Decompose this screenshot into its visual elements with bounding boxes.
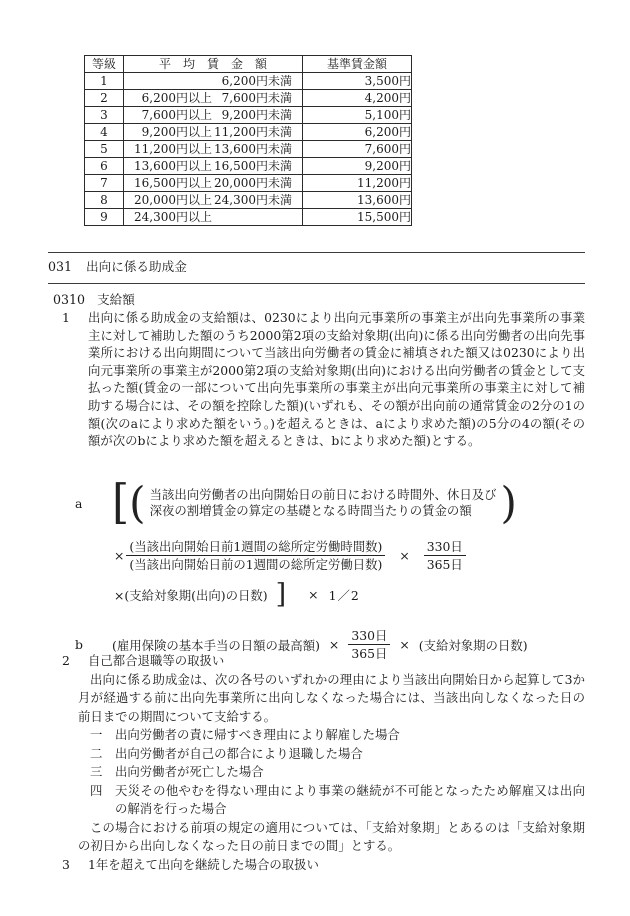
formula-a-line1 — [62, 475, 602, 530]
header-grade: 等級 — [85, 56, 124, 73]
base-wage-cell: 7,600円 — [303, 141, 412, 158]
paragraph-number: 3 — [62, 856, 70, 872]
one-half: 1／2 — [328, 587, 360, 603]
list-item-text: 天災その他やむを得ない理由により事業の継続が不可能となったため解雇又は出向の解消を行った場合 — [115, 782, 585, 816]
formula-b-left-term: (雇用保険の基本手当の日額の最高額) — [112, 637, 320, 653]
grade-cell: 3 — [85, 107, 124, 124]
table-row — [85, 192, 412, 209]
section-number: 0310 — [53, 292, 86, 307]
header-average-wage: 平 均 賃 金 額 — [124, 56, 303, 73]
range-lower: 6,200円以上 — [141, 91, 212, 105]
list-item — [90, 745, 585, 764]
multiply-sign: × — [114, 548, 125, 563]
grade-cell: 5 — [85, 141, 124, 158]
section-2-body: 出向に係る助成金は、次の各号のいずれかの理由により当該出向開始日から起算して3か月が経過する前に出向先事業所に出向しなくなった場合には、当該出向しなくなった日の前日までの期間について支給する。 — [78, 671, 585, 724]
range-upper: 11,200円未満 — [214, 125, 292, 139]
formula-a-box-line2: 深夜の割増賃金の算定の基礎となる時間当たりの賃金の額 — [149, 503, 472, 518]
fraction-denominator: 365日 — [426, 557, 463, 572]
range-upper: 6,200円未満 — [221, 74, 292, 88]
grade-cell: 6 — [85, 158, 124, 175]
section-number: 031 — [48, 259, 73, 274]
list-item-text: 出向労働者が自己の都合により退職した場合 — [115, 745, 363, 761]
range-upper — [212, 210, 302, 224]
range-upper: 24,300円未満 — [214, 193, 292, 207]
range-lower: 11,200円以上 — [134, 142, 212, 156]
range-lower: 20,000円以上 — [134, 193, 212, 207]
fraction-denominator: (当該出向開始日前の1週間の総所定労働日数) — [129, 557, 383, 572]
list-item-text: 出向労働者が死亡した場合 — [115, 764, 264, 779]
wage-grade-table — [84, 55, 412, 226]
range-upper: 20,000円未満 — [214, 176, 292, 190]
base-wage-cell: 4,200円 — [303, 90, 412, 107]
formula-a-box — [146, 487, 501, 519]
formula-b-label: b — [75, 637, 83, 652]
formula-b-right-term: (支給対象期の日数) — [418, 637, 528, 653]
formula-a-days-term: ×(支給対象期(出向)の日数) — [114, 587, 268, 603]
square-bracket-close: ] — [275, 579, 287, 610]
paragraph-number: 1 — [62, 310, 70, 325]
divider-line — [48, 283, 585, 284]
grade-cell: 7 — [85, 175, 124, 192]
base-wage-cell: 3,500円 — [303, 73, 412, 90]
list-marker: 一 — [90, 727, 103, 742]
table-row — [85, 209, 412, 226]
multiply-sign: × — [308, 587, 319, 602]
section-031-heading — [48, 259, 187, 275]
list-item-text: 出向労働者の責に帰すべき理由により解雇した場合 — [115, 727, 400, 742]
range-lower: 16,500円以上 — [134, 176, 212, 190]
grade-cell: 9 — [85, 209, 124, 226]
table-row — [85, 107, 412, 124]
table-row — [85, 73, 412, 90]
section-3-heading — [62, 856, 585, 875]
base-wage-cell: 15,500円 — [303, 209, 412, 226]
multiply-sign: × — [399, 637, 410, 652]
grade-cell: 2 — [85, 90, 124, 107]
divider-line — [48, 252, 585, 253]
section-2-heading — [62, 652, 585, 671]
range-upper: 7,600円未満 — [221, 91, 292, 105]
fraction-numerator: 330日 — [424, 539, 466, 556]
range-upper: 16,500円未満 — [214, 159, 292, 173]
fraction-numerator: (当該出向開始日前1週間の総所定労働時間数) — [126, 539, 385, 556]
grade-cell: 8 — [85, 192, 124, 209]
section-title: 支給額 — [97, 292, 135, 307]
range-lower: 24,300円以上 — [134, 210, 212, 224]
formula-a-label: a — [75, 495, 83, 511]
base-wage-cell: 11,200円 — [303, 175, 412, 192]
table-header-row — [85, 56, 412, 73]
list-marker: 四 — [90, 782, 103, 798]
multiply-sign: × — [399, 548, 410, 563]
base-wage-cell: 5,100円 — [303, 107, 412, 124]
fraction-denominator: 365日 — [351, 646, 388, 661]
table-row — [85, 124, 412, 141]
list-item — [90, 782, 585, 819]
range-lower: 9,200円以上 — [141, 125, 212, 139]
paragraph-number: 2 — [62, 653, 70, 668]
range-lower: 13,600円以上 — [134, 159, 212, 173]
range-upper: 9,200円未満 — [221, 108, 292, 122]
paragraph-1 — [62, 309, 585, 450]
table-row — [85, 141, 412, 158]
multiply-sign: × — [328, 637, 340, 652]
paragraph-text: 出向に係る助成金の支給額は、0230により出向元事業所の事業主が出向先事業所の事業主に対して補助した額のうち2000第2項の支給対象期(出向)に係る出向労働者の出向先事業所における出向期間について当該出向労働者の賃金に補填された額又は0230により出向元事業所の事業主が2000第2項の支給対象期(出向)における出向労働者の賃金として支払った額(賃金の一部について出向先事業所の事業主が出向元事業所の事業主に対して補助する場合には、その額を控除した額)(いずれも、その額が出向前の通常賃金の2分の1の額(次のaにより求めた額をいう。)を超えるときは、aにより求めた額)の5分の4の額(その額が次のbにより求めた額を超えるときは、bにより求めた額)とする。 — [88, 310, 585, 449]
formula-block — [62, 475, 602, 661]
header-base-wage: 基準賃金額 — [303, 56, 412, 73]
fraction-hours-days — [126, 539, 385, 572]
paren-open: ( — [129, 477, 146, 528]
range-lower: 7,600円以上 — [141, 108, 212, 122]
table-row — [85, 175, 412, 192]
fraction-numerator: 330日 — [348, 628, 390, 645]
formula-a-box-line1: 当該出向労働者の出向開始日の前日における時間外、休日及び — [149, 487, 497, 502]
section-2-note: この場合における前項の規定の適用については、「支給対象期」とあるのは「支給対象期の初日から出向しなくなった日の前日までの間」とする。 — [78, 819, 585, 853]
list-item — [90, 726, 585, 745]
table-row — [85, 158, 412, 175]
list-marker: 二 — [90, 745, 103, 761]
square-bracket-open: [ — [112, 475, 130, 530]
section-title: 1年を超えて出向を継続した場合の取扱い — [88, 856, 319, 872]
section-2 — [62, 652, 585, 874]
grade-cell: 4 — [85, 124, 124, 141]
section-title: 出向に係る助成金 — [86, 259, 187, 274]
grade-cell: 1 — [85, 73, 124, 90]
list-marker: 三 — [90, 764, 103, 779]
fraction-330-365 — [424, 539, 466, 572]
base-wage-cell: 13,600円 — [303, 192, 412, 209]
formula-a-line3 — [114, 581, 602, 608]
formula-a-line2 — [114, 539, 602, 572]
range-upper: 13,600円未満 — [214, 142, 292, 156]
section-title: 自己都合退職等の取扱い — [88, 653, 225, 668]
list-item — [90, 763, 585, 782]
section-0310-heading — [53, 292, 135, 308]
range-lower — [124, 74, 212, 88]
paren-close: ) — [500, 477, 517, 528]
base-wage-cell: 6,200円 — [303, 124, 412, 141]
table-row — [85, 90, 412, 107]
base-wage-cell: 9,200円 — [303, 158, 412, 175]
